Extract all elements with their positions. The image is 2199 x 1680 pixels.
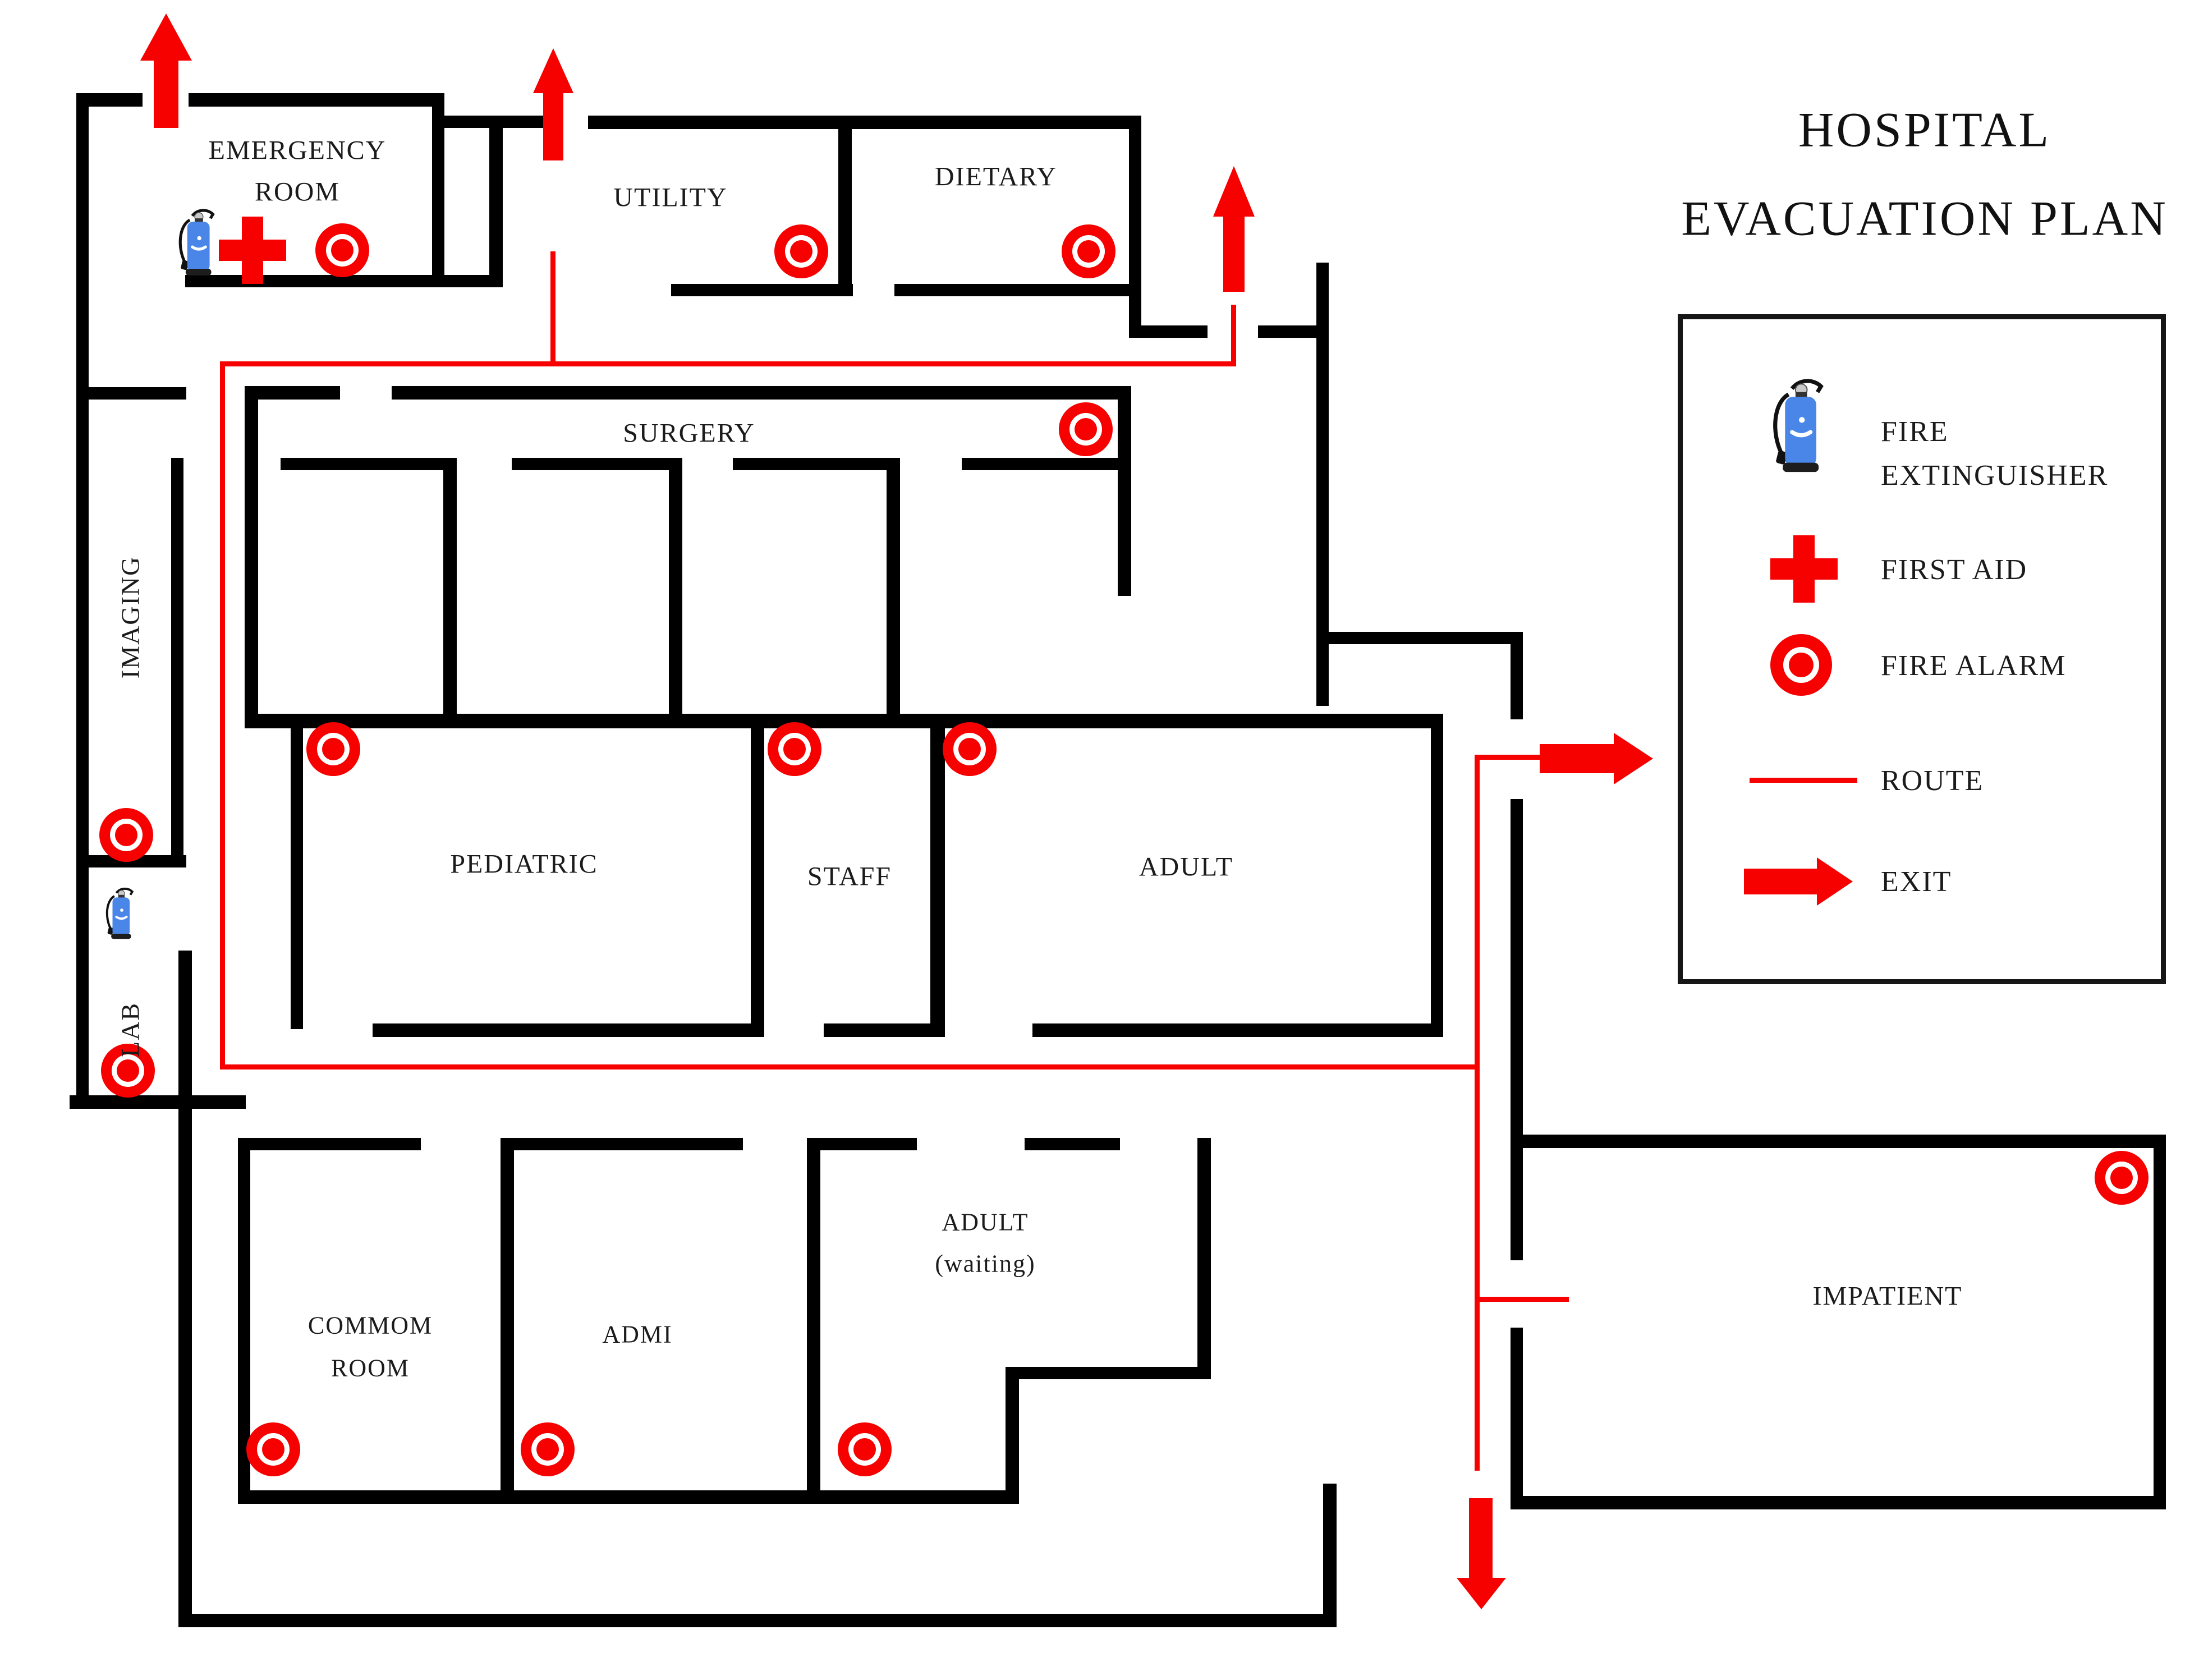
room-label-lab: LAB [116,1002,145,1057]
wall [1517,1496,2166,1509]
wall [178,951,192,1627]
first-aid-icon [219,217,286,284]
wall [501,1138,514,1491]
route-line [550,251,556,366]
page-title-line1: HOSPITAL [1798,103,2051,158]
wall [392,386,1131,400]
room-label-adult-waiting-2: (waiting) [935,1250,1036,1278]
fire-alarm-icon [838,1422,892,1476]
wall [501,1138,743,1150]
fire-alarm-icon [774,224,828,278]
wall [1118,386,1131,596]
route-line [1231,305,1236,366]
wall [245,714,1443,728]
room-label-adult: ADULT [1138,852,1234,882]
legend-label-first-aid: FIRST AID [1881,554,2028,586]
wall [238,1138,421,1150]
route-line [1475,1297,1569,1302]
wall [245,386,258,727]
wall [178,1614,1337,1627]
fire-alarm-icon [1059,402,1113,456]
fire-extinguisher-icon [102,887,137,947]
route-line [220,1064,1480,1069]
route-line [1475,757,1480,1471]
wall [1511,799,1523,1260]
wall [669,458,682,728]
wall [807,1138,917,1150]
room-label-inpatient: IMPATIENT [1812,1281,1963,1311]
wall [70,1095,246,1109]
wall [238,1490,1019,1504]
room-label-surgery: SURGERY [623,418,755,448]
exit-arrow-down-icon [1457,1578,1506,1609]
fire-alarm-icon [768,722,821,776]
fire-alarm-icon [521,1422,575,1476]
room-label-staff: STAFF [807,861,892,892]
legend-label-fire-extinguisher-2: EXTINGUISHER [1881,460,2109,492]
room-label-utility: UTILITY [613,182,728,213]
wall [1431,728,1443,1037]
route-line [1475,755,1541,760]
room-label-pediatric: PEDIATRIC [450,849,598,879]
wall [838,116,852,284]
fire-alarm-icon [1770,634,1832,696]
fire-alarm-icon [1062,224,1115,278]
fire-alarm-icon [315,223,369,277]
wall [443,458,457,728]
wall [733,458,887,470]
room-label-dietary: DIETARY [934,162,1058,192]
first-aid-icon [1770,535,1838,603]
wall [930,728,945,1037]
fire-alarm-icon [99,808,153,862]
wall [1323,1484,1337,1627]
wall [887,458,900,728]
fire-alarm-icon [2095,1151,2148,1205]
wall [2154,1135,2166,1509]
legend-label-exit: EXIT [1881,866,1952,898]
wall [512,458,669,470]
wall [1517,1135,2166,1148]
wall [171,458,183,867]
room-label-adult-waiting: ADULT [942,1208,1029,1236]
legend-label-route: ROUTE [1881,765,1984,797]
fire-alarm-icon [943,722,997,776]
wall [189,93,444,107]
wall [76,93,143,107]
wall [489,116,503,287]
exit-arrow-shaft [1469,1498,1493,1579]
wall [962,458,1118,470]
exit-arrow-up-icon [533,48,573,93]
wall [1129,325,1208,338]
wall [807,1138,820,1491]
room-label-common-2: ROOM [330,1354,410,1382]
wall [1316,632,1523,644]
wall [76,387,186,400]
wall [245,386,340,400]
wall [1032,1023,1443,1037]
wall [76,93,89,1107]
wall [1129,116,1141,338]
exit-arrow-shaft [543,92,563,160]
exit-arrow-shaft [1540,744,1615,773]
exit-arrow-up-icon [1213,166,1255,217]
route-line [220,361,225,1069]
fire-alarm-icon [246,1422,300,1476]
wall [1006,1367,1211,1379]
room-label-admissions: ADMI [602,1320,673,1348]
legend-label-fire-extinguisher: FIRE [1881,416,1949,448]
legend-label-fire-alarm: FIRE ALARM [1881,650,2067,682]
exit-arrow-up-icon [140,13,192,61]
route-line-icon [1750,778,1857,783]
wall [671,284,853,296]
exit-arrow-shaft [154,59,178,128]
exit-arrow-shaft [1744,869,1818,894]
room-label-imaging: IMAGING [116,556,145,679]
room-label-emergency: EMERGENCY [208,135,387,166]
route-line [220,361,1236,366]
exit-arrow-shaft [1223,215,1245,292]
fire-alarm-icon [306,722,360,776]
wall [588,116,1141,129]
fire-extinguisher-icon [174,208,219,286]
exit-arrow-right-icon [1614,733,1653,784]
wall [894,284,1141,296]
wall [1197,1138,1211,1379]
wall [1006,1367,1019,1504]
room-label-emergency-2: ROOM [254,177,341,207]
fire-extinguisher-icon [1766,377,1829,487]
wall [373,1023,754,1037]
exit-arrow-icon [1817,857,1853,906]
wall [1025,1138,1120,1150]
wall [1511,1328,1523,1509]
wall [1511,632,1523,719]
wall [751,728,764,1037]
wall [824,1023,939,1037]
page-title-line2: EVACUATION PLAN [1681,191,2168,246]
room-label-common: COMMOM [307,1311,433,1339]
wall [291,728,303,1029]
wall [281,458,443,470]
